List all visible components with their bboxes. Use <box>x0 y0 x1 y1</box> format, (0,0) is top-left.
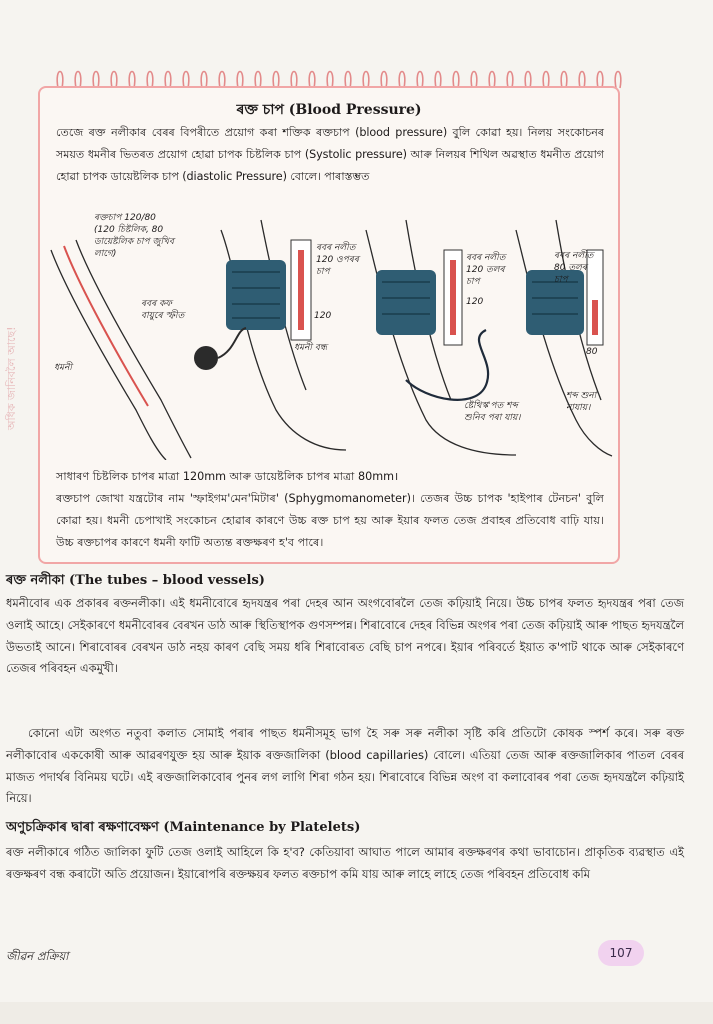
page-bottom-edge <box>0 1002 713 1024</box>
label-m3-3: চাপ <box>554 275 568 285</box>
note-sphygmomanometer: ৰক্তচাপ জোখা যন্ত্ৰটোৰ নাম 'স্ফাইগম'মেন'মিটাৰ' (Sphygmomanometer)। তেজৰ উচ্চ চাপক 'হাইপাৰ টেনচন' বুলি কোৱা হয়। ধমনী চেপাখাই সংকোচন হোৱাৰ কাৰণে উচ্চ ৰক্ত চাপ হয় আৰু ইয়াৰ ফলত তেজ প্ৰবাহৰ প্ৰতিবোধ বাঢ়ি যায়। উচ্চ ৰক্তচাপৰ কাৰণে ধমনী ফাটি অত্যন্ত ৰক্তক্ষৰণ হ'ব পাৰে। <box>56 492 604 549</box>
label-bp-sub3: লাগে) <box>94 249 117 259</box>
tick-120-a: 120 <box>314 311 332 321</box>
note-normal-pressure: সাধাৰণ চিষ্টলিক চাপৰ মাত্ৰা 120mm আৰু ডায়েষ্টলিক চাপৰ মাত্ৰা 80mm। <box>56 470 399 483</box>
arm-1 <box>51 250 166 460</box>
tick-120-b: 120 <box>466 297 484 307</box>
label-m2-3: চাপ <box>466 277 480 287</box>
label-steth1: ষ্টেথিস্ক'পত শব্দ <box>464 401 518 411</box>
label-artery: ধমনী <box>54 363 72 373</box>
label-bp: ৰক্তচাপ 120/80 <box>94 213 156 223</box>
label-m2-1: ৰবৰ নলীত <box>466 253 506 263</box>
cuff-1 <box>226 260 286 330</box>
box-title: ৰক্ত চাপ (Blood Pressure) <box>236 102 422 118</box>
blood-pressure-figure <box>46 210 614 460</box>
label-artery-block: ধমনী বন্ধ <box>294 343 327 353</box>
para-blood-vessels-2: কোনো এটা অংগত নতুবা কলাত সোমাই পৰাৰ পাছত ধমনীসমূহ ভাগ হৈ সৰু সৰু নলীকা সৃষ্টি কৰি প্ৰতিটো কোষক স্পৰ্শ কৰে। সৰু ৰক্ত নলীকাবোৰ এককোষী আৰু আৱৰণযুক্ত হয় আৰু ইয়াক ৰক্তজালিকা (blood capillaries) বোলে। এতিয়া তেজ আৰু ৰক্তজালিকাৰ পাতল বেৰৰ মাজত পদাৰ্থৰ বিনিময় ঘটে। এই ৰক্তজালিকাবোৰ পুনৰ লগ লাগি শিৰা গঠন হয়। শিৰাবোৰে বিভিন্ন অংগ বা কলাবোৰৰ পৰা তেজ হৃদযন্ত্ৰলৈ কঢ়িয়াই নিয়ে। <box>6 726 684 806</box>
label-bp-sub2: ডায়েষ্টলিক চাপ জুখিব <box>94 237 174 247</box>
label-cuff2: বায়ুৰে স্ফীত <box>141 311 185 321</box>
label-nosound2: নাযায়। <box>566 403 591 413</box>
label-m2-2: 120 তলৰ <box>466 265 505 275</box>
cuff-2 <box>376 270 436 335</box>
side-note: অধিক জানিবলৈ আছে! <box>5 326 18 430</box>
label-m3-1: ৰবৰ নলীত <box>554 251 594 261</box>
box-notes <box>56 466 604 554</box>
bulb <box>194 346 218 370</box>
label-nosound1: শব্দ শুনা <box>566 391 597 401</box>
label-cuff1: ৰবৰ কফ <box>141 299 172 309</box>
label-m1-3: চাপ <box>316 267 330 277</box>
page-number: 107 <box>598 940 644 966</box>
artery-line-1 <box>64 246 148 406</box>
box-intro: তেজে ৰক্ত নলীকাৰ বেৰৰ বিপৰীতে প্ৰয়োগ কৰা শক্তিক ৰক্তচাপ (blood pressure) বুলি কোৱা হয়। নিলয় সংকোচনৰ সময়ত ধমনীৰ ভিতৰত প্ৰয়োগ হোৱা চাপক চিষ্টলিক চাপ (Systolic pressure) আৰু নিলয়ৰ শিথিল অৱস্থাত ধমনীত প্ৰয়োগ হোৱা চাপক ডায়েষ্টলিক চাপ (diastolic Pressure) বোলে। পাৰাস্তম্ভত <box>56 126 604 183</box>
heading-blood-vessels: ৰক্ত নলীকা (The tubes – blood vessels) <box>6 573 265 588</box>
para-platelets-1: ৰক্ত নলীকাৰে গঠিত জালিকা ফুটি তেজ ওলাই আহিলে কি হ'ব? কেতিয়াবা আঘাত পালে আমাৰ ৰক্তক্ষৰণৰ কথা ভাবাচোন। প্ৰাকৃতিক ব্যৱস্থাত এই ৰক্তক্ষৰণ বন্ধ কৰাটো অতি প্ৰয়োজন। ইয়াৰোপৰি ৰক্তক্ষয়ৰ ফলত ৰক্তচাপ কমি যায় আৰু লাহে লাহে তেজ পৰিবহন প্ৰতিবোধ কমি <box>6 845 684 881</box>
label-m1-1: ৰবৰ নলীত <box>316 243 356 253</box>
heading-platelets: অণুচক্ৰিকাৰ দ্বাৰা ৰক্ষণাবেক্ষণ (Maintenance by Platelets) <box>6 820 361 835</box>
label-m3-2: 80 তলৰ <box>554 263 587 273</box>
para-blood-vessels-1: ধমনীবোৰ এক প্ৰকাৰৰ ৰক্তনলীকা। এই ধমনীবোৰে হৃদযন্ত্ৰৰ পৰা দেহৰ আন অংগবোৰলৈ তেজ কঢ়িয়াই নিয়ে। উচ্চ চাপৰ ফলত হৃদযন্ত্ৰৰ পৰা তেজ ওলাই আহে। সেইকাৰণে ধমনীবোৰৰ বেৰখন ডাঠ আৰু স্থিতিস্থাপক গুণসম্পন্ন। শিৰাবোৰে দেহৰ বিভিন্ন অংগৰ পৰা তেজ কঢ়িয়াই আৰু পাছত হৃদযন্ত্ৰলৈ উভতাই আনে। শিৰাবোৰৰ বেৰখন ডাঠ নহয় কাৰণ বেছি সময় ধৰি শিৰাবোৰত বেছি চাপ নপৰে। ইয়াৰ পৰিবৰ্তে ইয়াত ক'পাট থাকে আৰু সেইকাৰণে তেজৰ পৰিবহন একমুখী। <box>6 596 684 676</box>
tick-80: 80 <box>586 347 598 357</box>
label-m1-2: 120 ওপৰৰ <box>316 255 359 265</box>
label-bp-sub1: (120 চিষ্টলিক, 80 <box>94 225 164 235</box>
label-steth2: শুনিব পৰা যায়। <box>464 413 521 423</box>
blood-pressure-box <box>38 86 620 564</box>
footer-chapter: জীৱন প্ৰক্ৰিয়া <box>6 949 69 963</box>
